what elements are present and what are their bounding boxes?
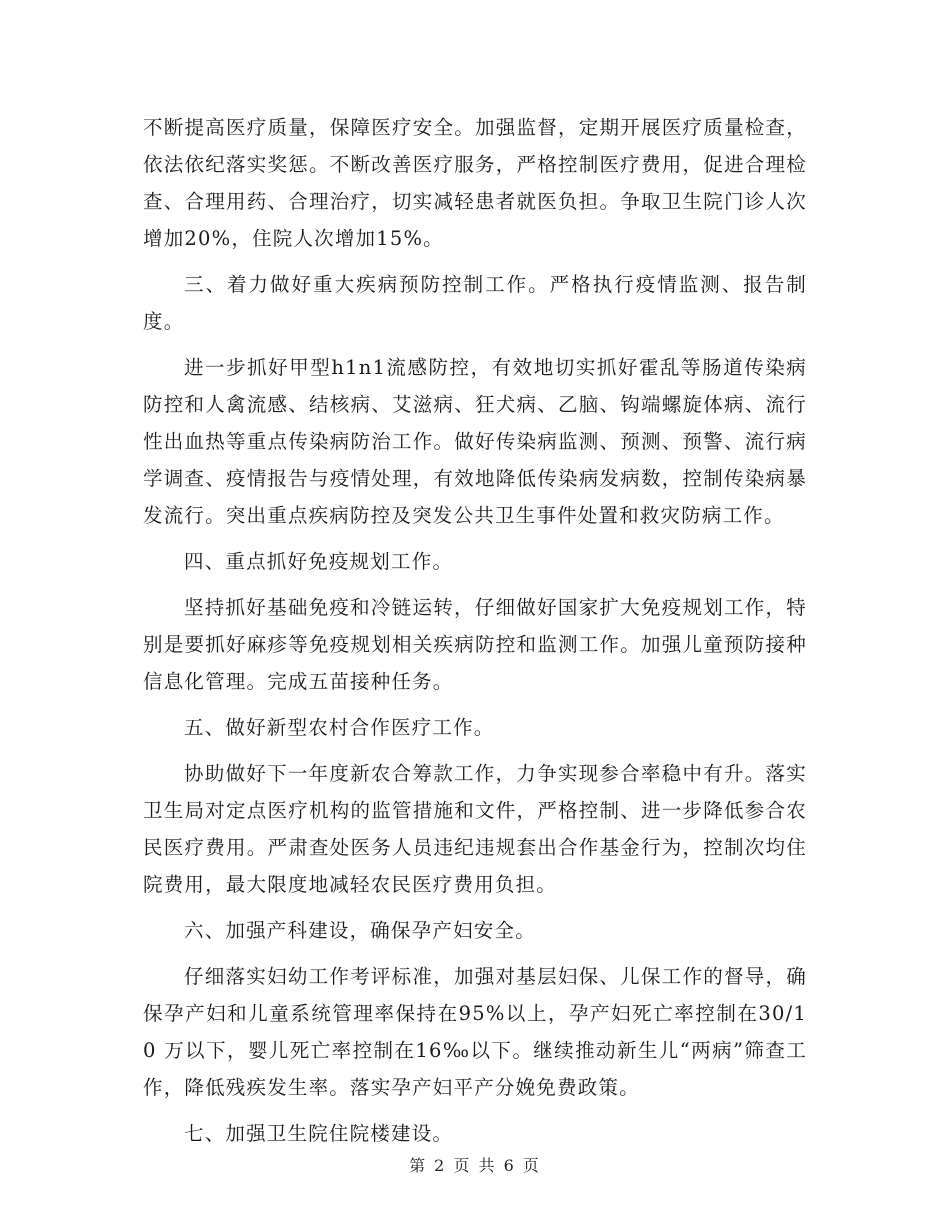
section-heading-6: 六、加强产科建设，确保孕产妇安全。 [184,919,536,942]
paragraph: 仔细落实妇幼工作考评标准，加强对基层妇保、儿保工作的督导，确保孕产妇和儿童系统管理率保持在95%以上，孕产妇死亡率控制在30/10 万以下，婴儿死亡率控制在16‰以下。继续推动新生儿“两病”筛查工作，降低残疾发生率。落实孕产妇平产分娩免费政策。 [143,965,807,1099]
paragraph: 协助做好下一年度新农合筹款工作，力争实现参合率稳中有升。落实卫生局对定点医疗机构的监管措施和文件，严格控制、进一步降低参合农民医疗费用。严肃查处医务人员违纪违规套出合作基金行为，控制次均住院费用，最大限度地减轻农民医疗费用负担。 [143,762,807,896]
page-footer: 第 2 页 共 6 页 [409,1156,541,1175]
section-heading-5: 五、做好新型农村合作医疗工作。 [184,716,495,739]
document-body [143,109,807,1152]
section-heading-4: 四、重点抓好免疫规划工作。 [184,550,454,573]
section-heading-7: 七、加强卫生院住院楼建设。 [184,1122,454,1145]
section-heading-3: 三、着力做好重大疾病预防控制工作。严格执行疫情监测、报告制度。 [143,273,807,333]
paragraph: 进一步抓好甲型h1n1流感防控，有效地切实抓好霍乱等肠道传染病防控和人禽流感、结核病、艾滋病、狂犬病、乙脑、钩端螺旋体病、流行性出血热等重点传染病防治工作。做好传染病监测、预测、预警、流行病学调查、疫情报告与疫情处理，有效地降低传染病发病数，控制传染病暴发流行。突出重点疾病防控及突发公共卫生事件处置和救灾防病工作。 [143,356,807,527]
paragraph: 不断提高医疗质量，保障医疗安全。加强监督，定期开展医疗质量检查，依法依纪落实奖惩。不断改善医疗服务，严格控制医疗费用，促进合理检查、合理用药、合理治疗，切实减轻患者就医负担。争取卫生院门诊人次增加20%，住院人次增加15%。 [143,116,807,250]
paragraph: 坚持抓好基础免疫和冷链运转，仔细做好国家扩大免疫规划工作，特别是要抓好麻疹等免疫规划相关疾病防控和监测工作。加强儿童预防接种信息化管理。完成五苗接种任务。 [143,596,807,693]
